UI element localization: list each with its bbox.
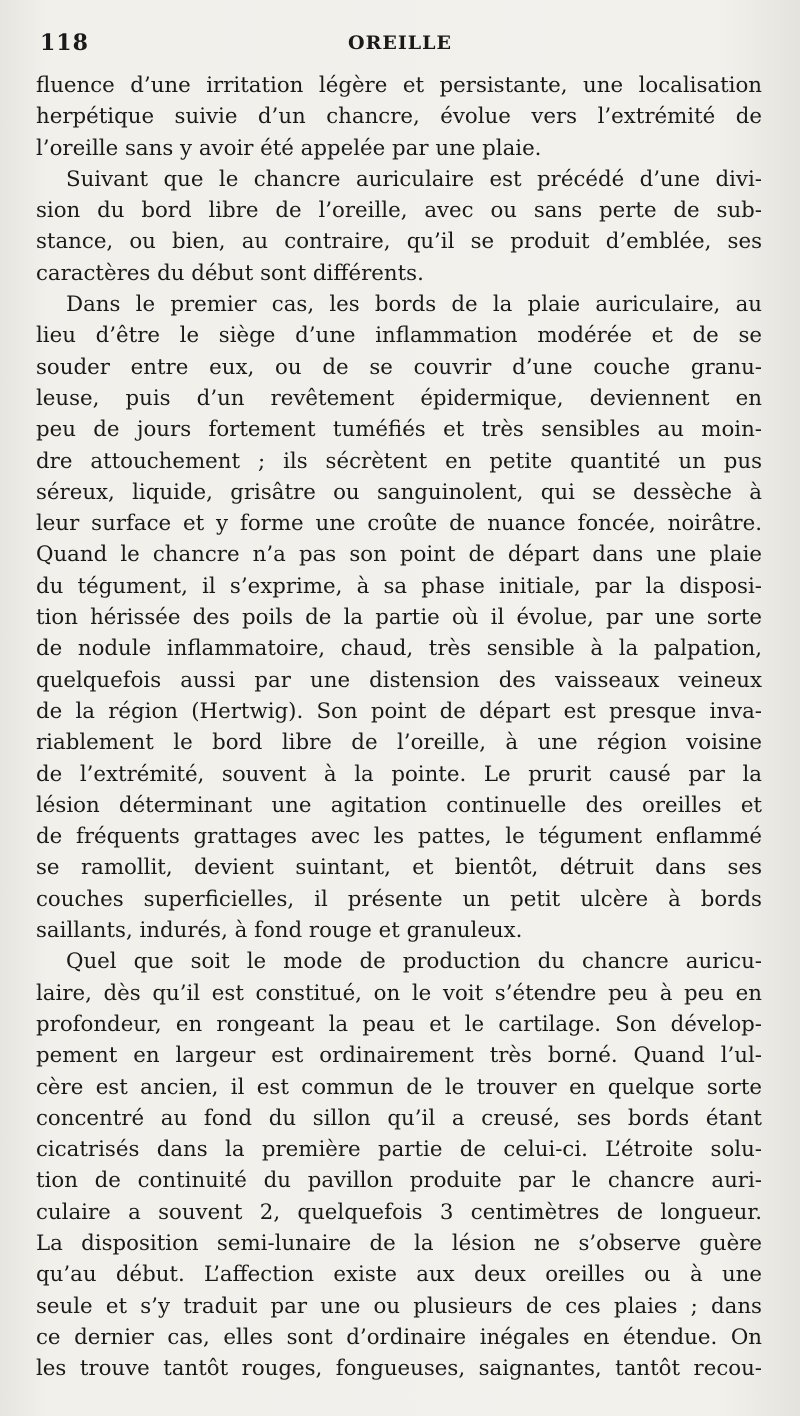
running-head: OREILLE xyxy=(348,32,452,54)
text-line: dre attouchement ; ils sécrètent en petite quantité un pus xyxy=(36,448,762,474)
text-line: pement en largeur est ordinairement très borné. Quand l’ul- xyxy=(36,1043,762,1069)
text-line: cicatrisés dans la première partie de celui-ci. L’étroite solu- xyxy=(36,1137,762,1163)
text-line: couches superficielles, il présente un petit ulcère à bords xyxy=(36,886,762,912)
text-line: tion hérissée des poils de la partie où il évolue, par une sorte xyxy=(36,605,762,631)
text-line: séreux, liquide, grisâtre ou sanguinolent, qui se dessèche à xyxy=(36,479,762,505)
text-line: lieu d’être le siège d’une inflammation modérée et de se xyxy=(36,323,762,349)
text-line: qu’au début. L’affection existe aux deux oreilles ou à une xyxy=(36,1262,762,1288)
text-line: les trouve tantôt rouges, fongueuses, saignantes, tantôt recou- xyxy=(36,1356,762,1382)
text-line: de nodule inflammatoire, chaud, très sensible à la palpation, xyxy=(36,636,762,662)
text-line: peu de jours fortement tuméfiés et très sensibles au moin- xyxy=(36,417,762,443)
text-line: laire, dès qu’il est constitué, on le voit s’étendre peu à peu en xyxy=(36,980,762,1006)
text-line: La disposition semi-lunaire de la lésion ne s’observe guère xyxy=(36,1230,762,1256)
text-line: de l’extrémité, souvent à la pointe. Le prurit causé par la xyxy=(36,761,762,787)
text-line: herpétique suivie d’un chancre, évolue vers l’extrémité de xyxy=(36,104,762,130)
text-line: l’oreille sans y avoir été appelée par une plaie. xyxy=(36,135,542,161)
text-line: concentré au fond du sillon qu’il a creusé, ses bords étant xyxy=(36,1105,762,1131)
text-line: tion de continuité du pavillon produite par le chancre auri- xyxy=(36,1168,762,1194)
text-line: profondeur, en rongeant la peau et le cartilage. Son dévelop- xyxy=(36,1011,762,1037)
text-line: quelquefois aussi par une distension des vaisseaux veineux xyxy=(36,667,762,693)
text-line: sion du bord libre de l’oreille, avec ou sans perte de sub- xyxy=(36,198,762,224)
text-line: du tégument, il s’exprime, à sa phase initiale, par la disposi- xyxy=(36,573,762,599)
text-line: riablement le bord libre de l’oreille, à une région voisine xyxy=(36,730,762,756)
text-line: caractères du début sont différents. xyxy=(36,260,424,286)
text-line: saillants, indurés, à fond rouge et granuleux. xyxy=(36,918,523,944)
text-line: de fréquents grattages avec les pattes, le tégument enflammé xyxy=(36,824,762,850)
text-line: stance, ou bien, au contraire, qu’il se produit d’emblée, ses xyxy=(36,229,762,255)
text-line: Suivant que le chancre auriculaire est précédé d’une divi- xyxy=(66,166,762,192)
text-line: lésion déterminant une agitation continuelle des oreilles et xyxy=(36,792,762,818)
body-text xyxy=(36,70,762,1384)
text-line: culaire a souvent 2, quelquefois 3 centimètres de longueur. xyxy=(36,1199,762,1225)
text-line: se ramollit, devient suintant, et bientôt, détruit dans ses xyxy=(36,855,762,881)
text-line: de la région (Hertwig). Son point de départ est presque inva- xyxy=(36,698,762,724)
text-line: Quand le chancre n’a pas son point de départ dans une plaie xyxy=(36,542,762,568)
text-line: Quel que soit le mode de production du chancre auricu- xyxy=(66,949,762,975)
text-line: ce dernier cas, elles sont d’ordinaire inégales en étendue. On xyxy=(36,1324,762,1350)
text-line: souder entre eux, ou de se couvrir d’une couche granu- xyxy=(36,354,762,380)
text-line: seule et s’y traduit par une ou plusieurs de ces plaies ; dans xyxy=(36,1293,762,1319)
page-header xyxy=(40,30,760,66)
text-line: leur surface et y forme une croûte de nuance foncée, noirâtre. xyxy=(36,511,762,537)
text-line: Dans le premier cas, les bords de la plaie auriculaire, au xyxy=(66,292,762,318)
text-line: leuse, puis d’un revêtement épidermique, deviennent en xyxy=(36,385,762,411)
page-number: 118 xyxy=(40,30,89,56)
text-line: cère est ancien, il est commun de le trouver en quelque sorte xyxy=(36,1074,762,1100)
text-line: fluence d’une irritation légère et persistante, une localisation xyxy=(36,73,762,98)
